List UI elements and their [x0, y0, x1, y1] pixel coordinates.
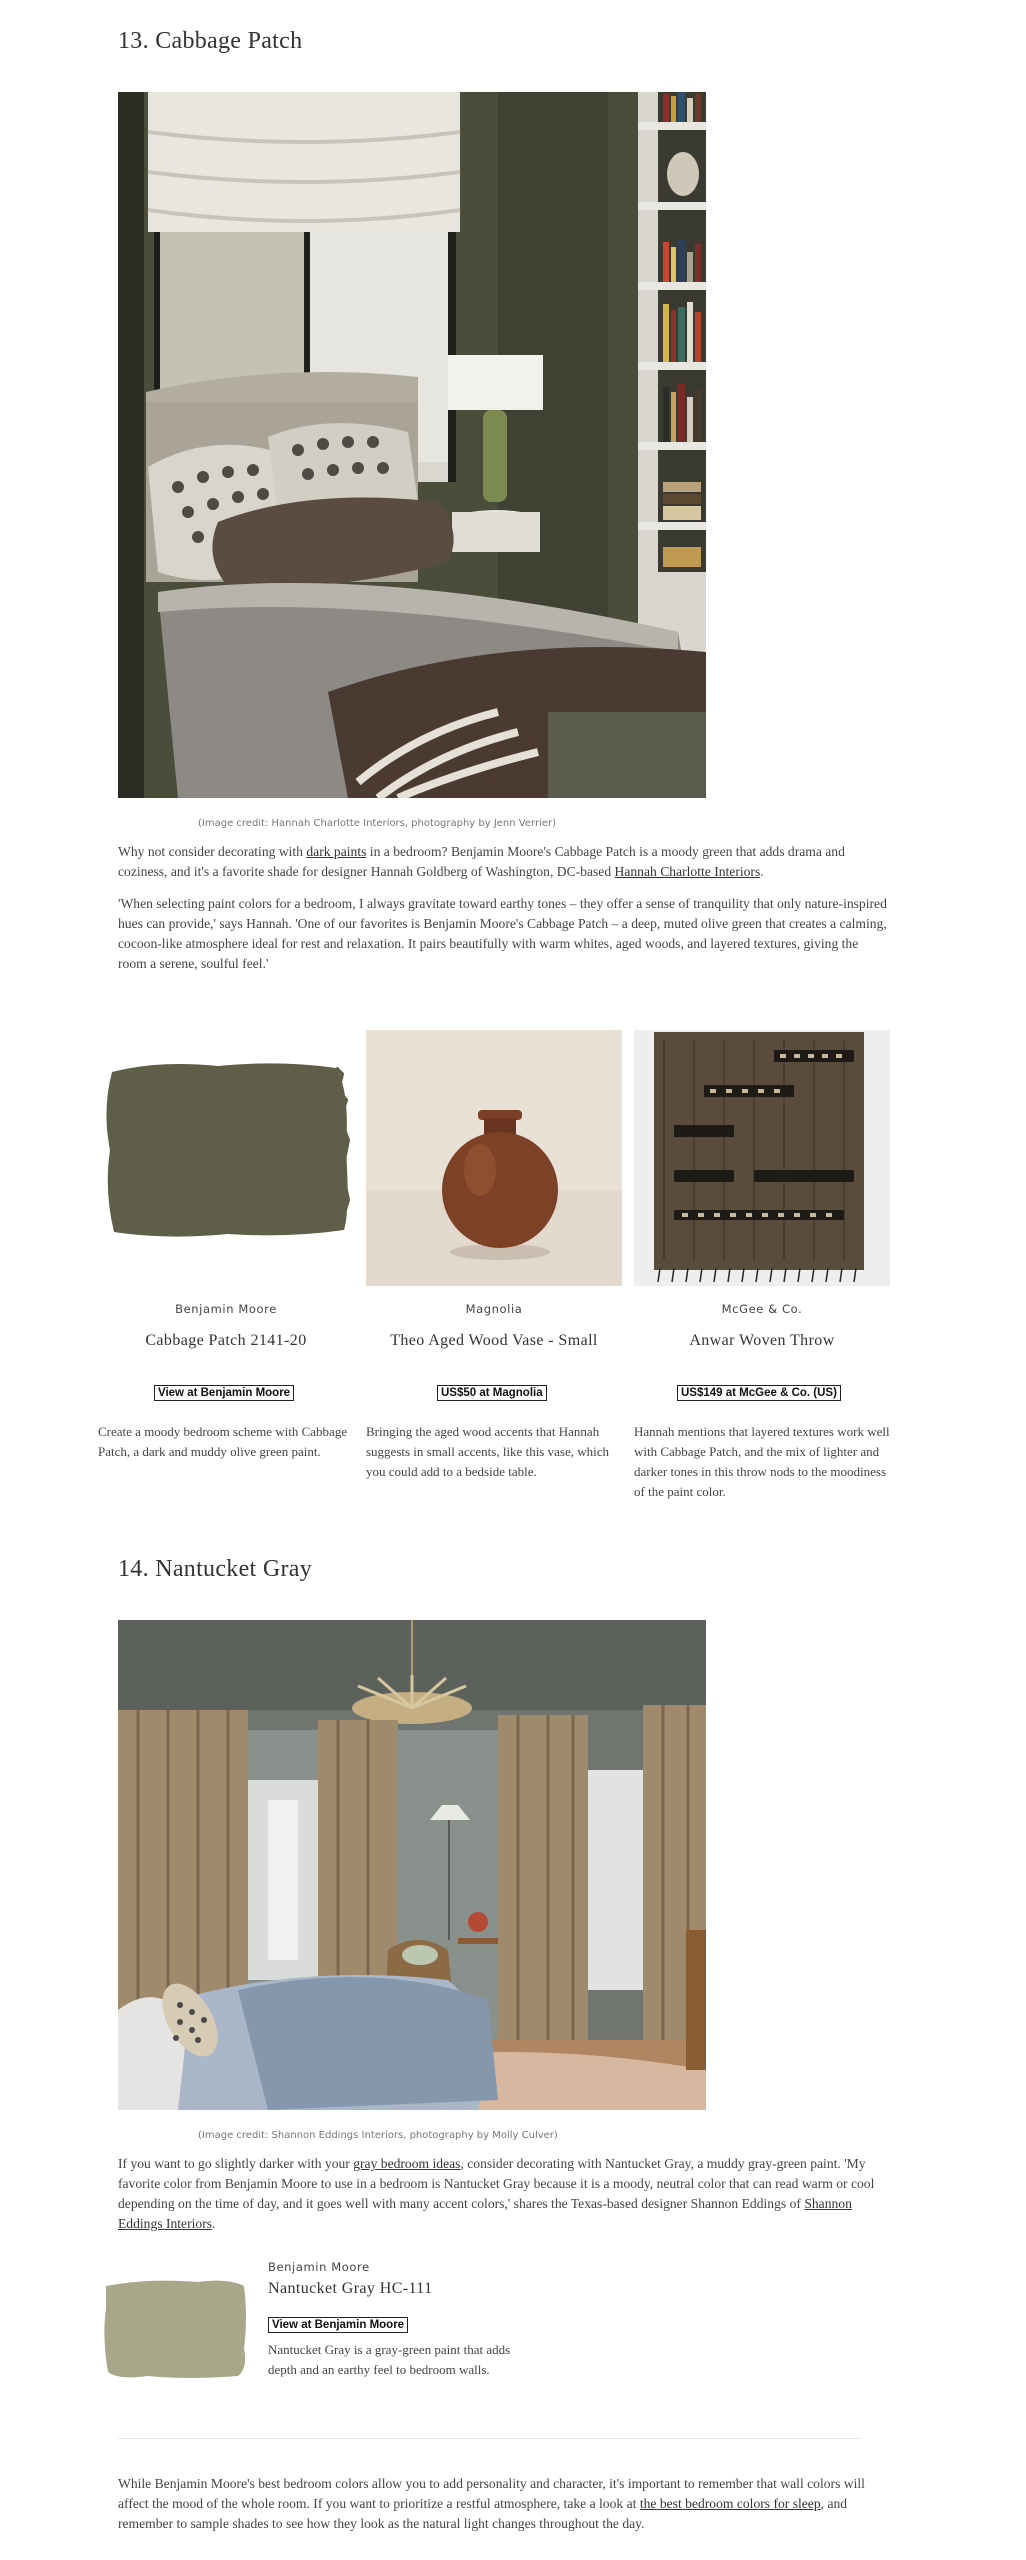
- product-image-anwar-throw[interactable]: [634, 1030, 890, 1286]
- text: , consider decorating with Nantucket Gray, a muddy gray-green paint. 'My favorite color from Benjamin Moore to use in a bedroom is Nantucket Gray because it is a moody, neutral color that can read warm or cool depending on the time of day, and it goes well with many accent colors,' shares the Texas-based designer Shannon Eddings of: [118, 2156, 875, 2211]
- section-heading-cabbage-patch: 13. Cabbage Patch: [118, 28, 303, 54]
- product-image-cabbage-patch-swatch[interactable]: [98, 1030, 354, 1286]
- product-description: Create a moody bedroom scheme with Cabbage Patch, a dark and muddy olive green paint.: [98, 1424, 348, 1459]
- text: .: [760, 864, 764, 879]
- product-description: Nantucket Gray is a gray-green paint that adds depth and an earthy feel to bedroom walls.: [268, 2342, 511, 2377]
- text: .: [212, 2216, 216, 2231]
- paragraph: [118, 2154, 878, 2234]
- image-caption: (Image credit: Shannon Eddings Interiors, photography by Molly Culver): [198, 2130, 558, 2141]
- product-description: Bringing the aged wood accents that Hannah suggests in small accents, like this vase, which you could add to a bedside table.: [366, 1424, 609, 1479]
- text: , and remember to sample shades to see how they look as the natural light changes throughout the day.: [118, 2496, 848, 2531]
- view-at-benjamin-moore-button[interactable]: View at Benjamin Moore: [268, 2317, 408, 2333]
- cabbage-patch-bedroom-photo: [118, 92, 706, 798]
- product-brand: Benjamin Moore: [268, 2260, 370, 2274]
- link-best-bedroom-colors-for-sleep[interactable]: the best bedroom colors for sleep: [639, 2496, 821, 2511]
- view-at-benjamin-moore-button[interactable]: View at Benjamin Moore: [154, 1385, 294, 1401]
- nantucket-gray-bedroom-photo: [118, 1620, 706, 2110]
- product-name: Cabbage Patch 2141-20: [145, 1332, 307, 1349]
- product-brand: Benjamin Moore: [175, 1302, 277, 1316]
- product-name: Theo Aged Wood Vase - Small: [390, 1332, 598, 1349]
- text: in a bedroom? Benjamin Moore's Cabbage Patch is a moody green that adds drama and coziness, and it's a favorite shade for designer Hannah Goldberg of Washington, DC-based: [118, 844, 845, 879]
- product-image-theo-vase[interactable]: [366, 1030, 622, 1286]
- closing-paragraph: [118, 2474, 880, 2534]
- text: Why not consider decorating with: [118, 844, 307, 859]
- product-description: Hannah mentions that layered textures work well with Cabbage Patch, and the mix of lighter and darker tones in this throw nods to the moodiness of the paint color.: [634, 1424, 890, 1499]
- text: While Benjamin Moore's best bedroom colors allow you to add personality and character, it's important to remember that wall colors will affect the mood of the whole room. If you want to prioritize a restful atmosphere, take a look at: [118, 2476, 865, 2511]
- link-shannon-eddings-interiors[interactable]: Shannon Eddings Interiors: [118, 2196, 852, 2231]
- text: If you want to go slightly darker with your: [118, 2156, 354, 2171]
- link-hannah-charlotte-interiors[interactable]: Hannah Charlotte Interiors: [614, 864, 761, 879]
- link-gray-bedroom-ideas[interactable]: gray bedroom ideas: [353, 2156, 461, 2171]
- buy-at-mcgee-button[interactable]: US$149 at McGee & Co. (US): [677, 1385, 841, 1401]
- product-brand: McGee & Co.: [721, 1302, 803, 1316]
- product-name: Anwar Woven Throw: [689, 1332, 835, 1349]
- product-name: Nantucket Gray HC-111: [268, 2280, 433, 2297]
- link-dark-paints[interactable]: dark paints: [306, 844, 367, 859]
- buy-at-magnolia-button[interactable]: US$50 at Magnolia: [437, 1385, 547, 1401]
- section-heading-nantucket-gray: 14. Nantucket Gray: [118, 1556, 313, 1582]
- quote-paragraph: 'When selecting paint colors for a bedroom, I always gravitate toward earthy tones – they offer a sense of tranquility that only nature-inspired hues can provide,' says Hannah. 'One of our favorites is Benjamin Moore's Cabbage Patch – a deep, muted olive green that creates a calming, cocoon-like atmosphere ideal for rest and relaxation. It pairs beautifully with warm whites, aged woods, and layered textures, giving the room a serene, soulful feel.': [118, 896, 887, 971]
- image-caption: (Image credit: Hannah Charlotte Interiors, photography by Jenn Verrier): [198, 818, 556, 829]
- product-brand: Magnolia: [465, 1302, 523, 1316]
- divider: [118, 2438, 862, 2439]
- product-image-nantucket-gray-swatch[interactable]: [98, 2268, 250, 2384]
- paragraph: [118, 842, 878, 882]
